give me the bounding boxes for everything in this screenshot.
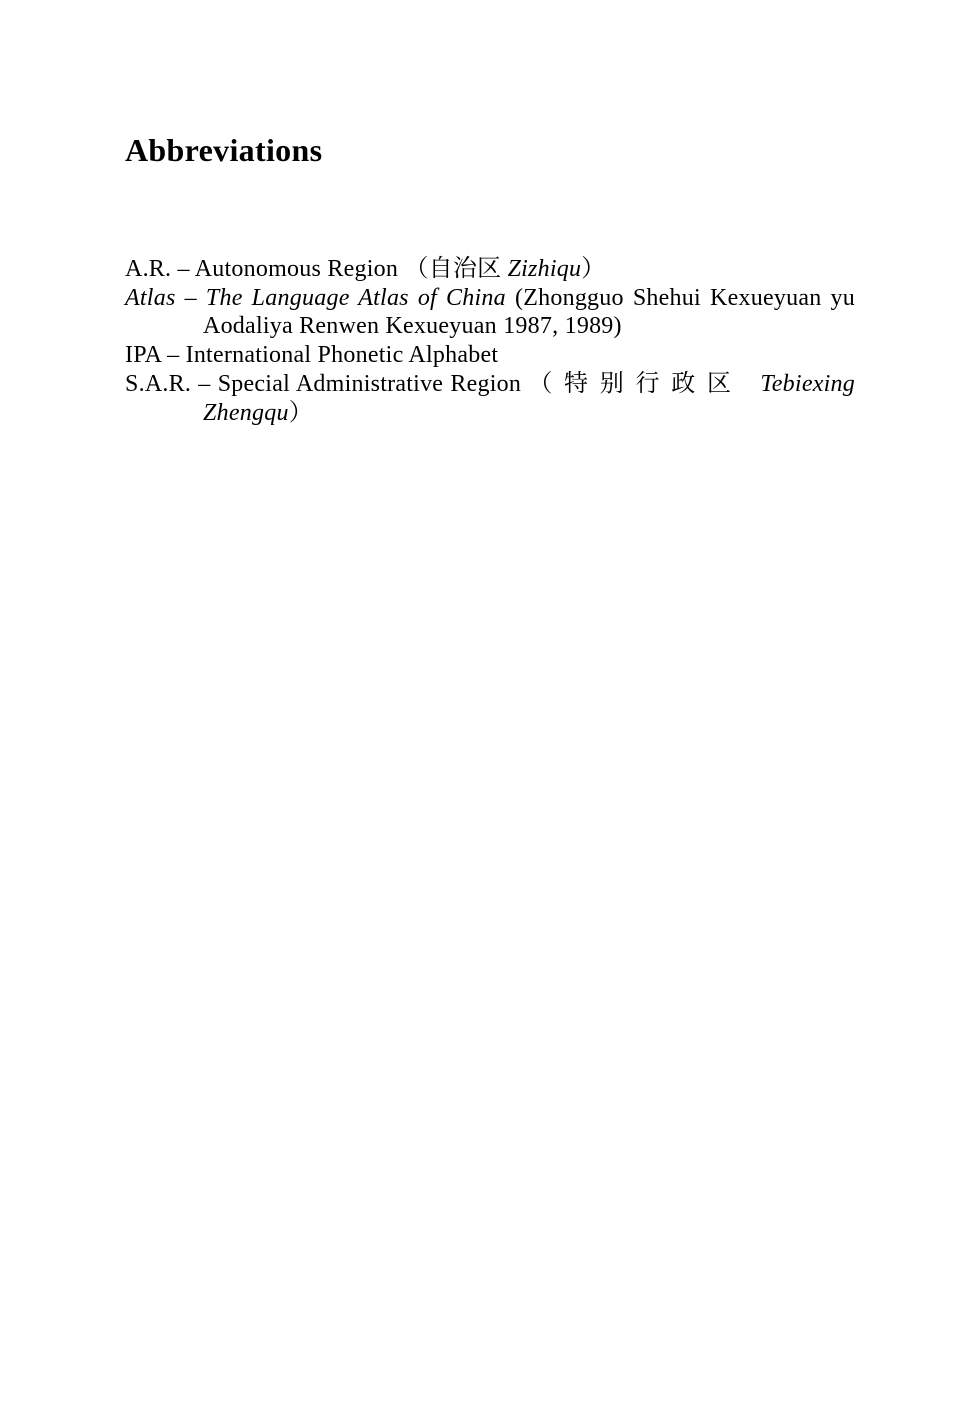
abbr-romanization: Tebiexing xyxy=(760,370,856,397)
abbr-citation: (Zhongguo Shehui Kexueyuan yu xyxy=(505,284,855,311)
abbr-text: S.A.R. – Special Administrative Region xyxy=(125,370,529,397)
abbr-entry-ipa-line-1 xyxy=(125,341,855,370)
abbr-entry-sar-line-2 xyxy=(203,399,855,428)
abbr-cjk-close-paren: ） xyxy=(581,256,606,282)
abbr-dash: – xyxy=(175,284,206,311)
abbr-romanization: Zizhiqu xyxy=(507,256,582,282)
abbr-term-atlas: Atlas xyxy=(125,284,176,311)
abbr-entry-atlas-line-2 xyxy=(203,312,855,341)
abbr-entry-ar-line-1 xyxy=(125,255,855,284)
abbr-text: A.R. – Autonomous Region xyxy=(125,256,405,282)
abbr-citation-continued: Aodaliya Renwen Kexueyuan 1987, 1989) xyxy=(203,313,622,340)
abbr-entry-sar-line-1 xyxy=(125,370,855,399)
abbr-text: IPA – International Phonetic Alphabet xyxy=(125,342,499,369)
abbr-cjk-text: （特别行政区 xyxy=(528,370,761,397)
abbr-cjk-text: （自治区 xyxy=(404,256,508,282)
abbr-book-title: The Language Atlas of China xyxy=(205,284,506,311)
abbr-entry-atlas-line-1 xyxy=(125,284,855,313)
abbr-cjk-close-paren: ） xyxy=(288,399,313,426)
abbreviation-list xyxy=(125,255,855,427)
abbr-romanization-continued: Zhengqu xyxy=(203,399,289,426)
page-title: Abbreviations xyxy=(125,132,323,168)
